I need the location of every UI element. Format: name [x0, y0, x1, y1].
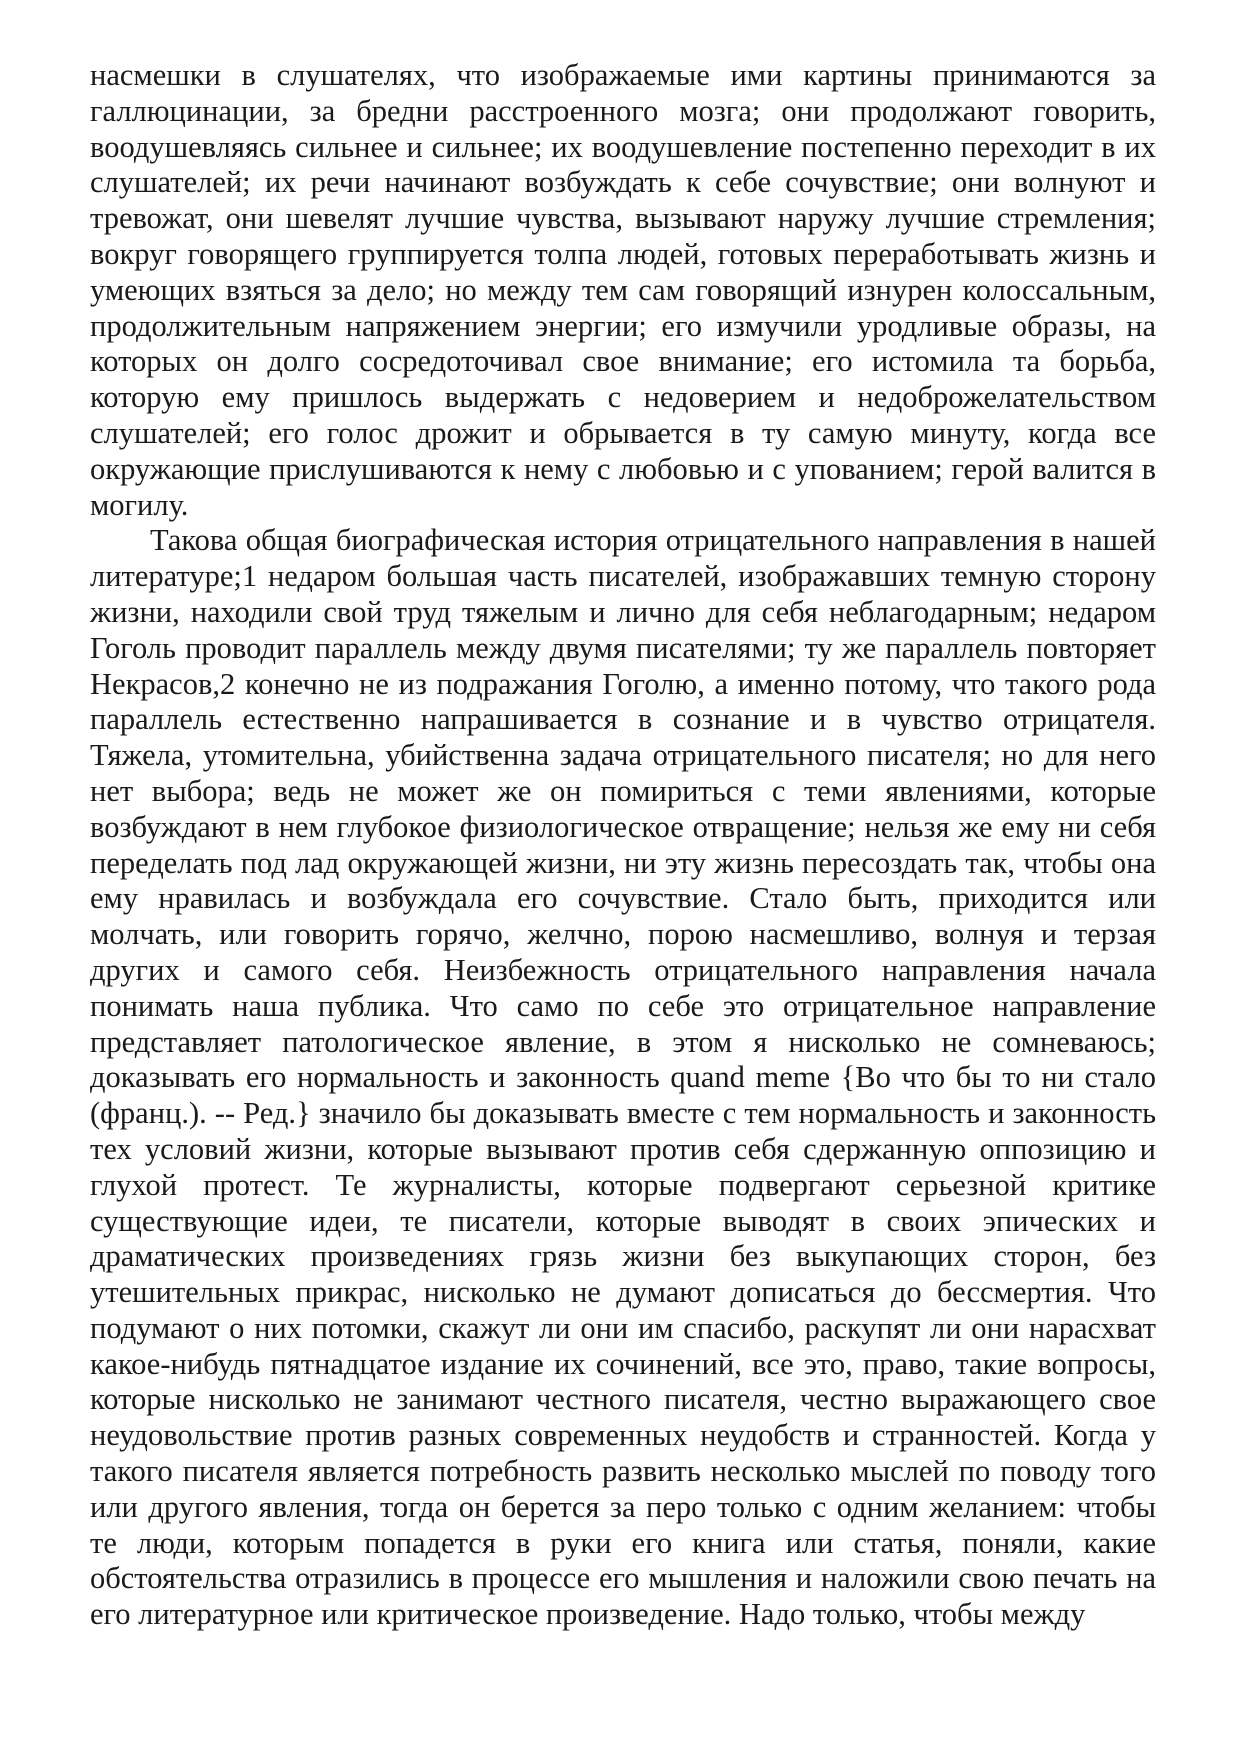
paragraph-main: Такова общая биографическая история отрицательного направления в нашей литературе;1 недаром большая часть писателей, изображавших темную сторону жизни, находили свой труд тяжелым и лично для себя неблагодарным; недаром Гоголь проводит параллель между двумя писателями; ту же параллель повторяет Некрасов,2 конечно не из подражания Гоголю, а именно потому, что такого рода параллель естественно напрашивается в сознание и в чувство отрицателя. Тяжела, утомительна, убийственна задача отрицательного писателя; но для него нет выбора; ведь не может же он помириться с теми явлениями, которые возбуждают в нем глубокое физиологическое отвращение; нельзя же ему ни себя переделать под лад окружающей жизни, ни эту жизнь пересоздать так, чтобы она ему нравилась и возбуждала его сочувствие. Стало быть, приходится или молчать, или говорить горячо, желчно, порою насмешливо, волнуя и терзая других и самого себя. Неизбежность отрицательного направления начала понимать наша публика. Что само по себе это отрицательное направление представляет патологическое явление, в этом я нисколько не сомневаюсь; доказывать его нормальность и законность quand meme {Во что бы то ни стало (франц.). -- Ред.} значило бы доказывать вместе с тем нормальность и законность тех условий жизни, которые вызывают против себя сдержанную оппозицию и глухой протест. Те журналисты, которые подвергают серьезной критике существующие идеи, те писатели, которые выводят в своих эпических и драматических произведениях грязь жизни без выкупающих сторон, без утешительных прикрас, нисколько не думают дописаться до бессмертия. Что подумают о них потомки, скажут ли они им спасибо, раскупят ли они нарасхват какое-нибудь пятнадцатое издание их сочинений, все это, право, такие вопросы, которые нисколько не занимают честного писателя, честно выражающего свое неудовольствие против разных современных неудобств и странностей. Когда у такого писателя является потребность развить несколько мыслей по поводу того или другого явления, тогда он берется за перо только с одним желанием: чтобы те люди, которым попадется в руки его книга или статья, поняли, какие обстоятельства отразились в процессе его мышления и наложили свою печать на его литературное или критическое произведение. Надо только, чтобы между [90, 523, 1156, 1632]
paragraph-continuation: насмешки в слушателях, что изображаемые ими картины принимаются за галлюцинации, за бредни расстроенного мозга; они продолжают говорить, воодушевляясь сильнее и сильнее; их воодушевление постепенно переходит в их слушателей; их речи начинают возбуждать к себе сочувствие; они волнуют и тревожат, они шевелят лучшие чувства, вызывают наружу лучшие стремления; вокруг говорящего группируется толпа людей, готовых переработывать жизнь и умеющих взяться за дело; но между тем сам говорящий изнурен колоссальным, продолжительным напряжением энергии; его измучили уродливые образы, на которых он долго сосредоточивал свое внимание; его истомила та борьба, которую ему пришлось выдержать с недоверием и недоброжелательством слушателей; его голос дрожит и обрывается в ту самую минуту, когда все окружающие прислушиваются к нему с любовью и с упованием; герой валится в могилу. [90, 58, 1156, 522]
document-page [90, 58, 1156, 1633]
